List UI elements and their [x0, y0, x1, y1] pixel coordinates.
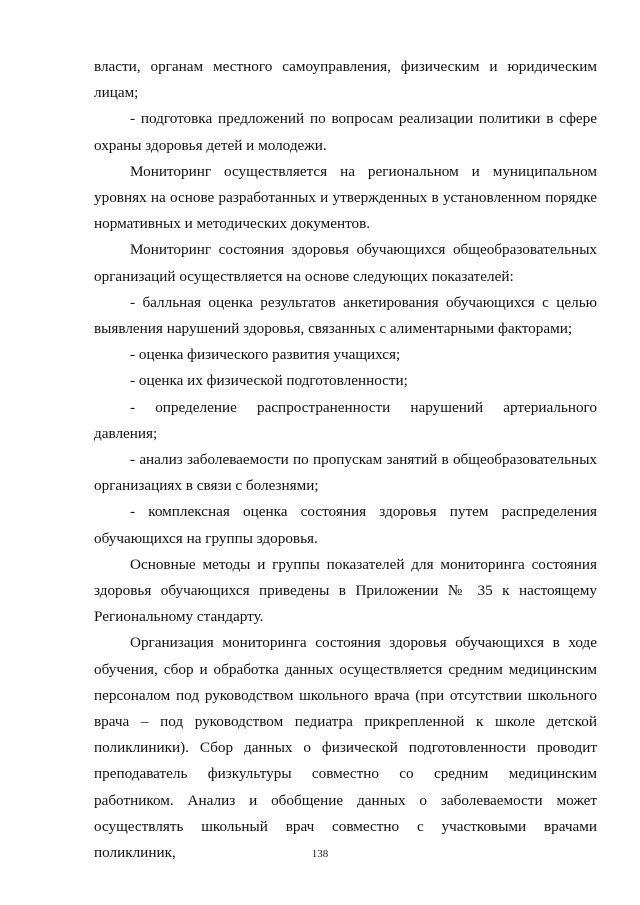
paragraph-9: - анализ заболеваемости по пропускам занятий в общеобразовательных организациях в связи с болезнями; [94, 451, 597, 495]
paragraph-5: - балльная оценка результатов анкетирования обучающихся с целью выявления нарушений здоровья, связанных с алиментарными факторами; [94, 293, 597, 338]
paragraph-11: Основные методы и группы показателей для мониторинга состояния здоровья обучающихся приведены в Приложении № 35 к настоящему Региональному стандарту. [94, 555, 597, 626]
paragraph-3: Мониторинг осуществляется на региональном и муниципальном уровнях на основе разработанных и утвержденных в установленном порядке нормативных и методических документов. [94, 162, 597, 233]
paragraph-6: - оценка физического развития учащихся; [130, 346, 401, 364]
paragraph-10: - комплексная оценка состояния здоровья путем распределения обучающихся на группы здоровья. [94, 503, 597, 547]
paragraph-8: - определение распространенности нарушений артериального давления; [94, 398, 597, 442]
paragraph-4: Мониторинг состояния здоровья обучающихся общеобразовательных организаций осуществляется на основе следующих показателей: [94, 241, 597, 285]
paragraph-2: - подготовка предложений по вопросам реализации политики в сфере охраны здоровья детей и молодежи. [94, 110, 597, 154]
paragraph-1: власти, органам местного самоуправления, физическим и юридическим лицам; [94, 58, 597, 102]
page-number: 138 [311, 848, 329, 860]
paragraph-7: - оценка их физической подготовленности; [130, 372, 408, 390]
document-body [94, 54, 597, 866]
paragraph-12: Организация мониторинга состояния здоровья обучающихся в ходе обучения, сбор и обработка данных осуществляется средним медицинским персоналом под руководством школьного врача (при отсутствии школьного врача – под руководством педиатра прикрепленной к школе детской поликлиники). Сбор данных о физической подготовленности проводит преподаватель физкультуры совместно со средним медицинским работником. Анализ и обобщение данных о заболеваемости может осуществлять школьный врач совместно с участковыми врачами поликлиник, [94, 634, 597, 862]
